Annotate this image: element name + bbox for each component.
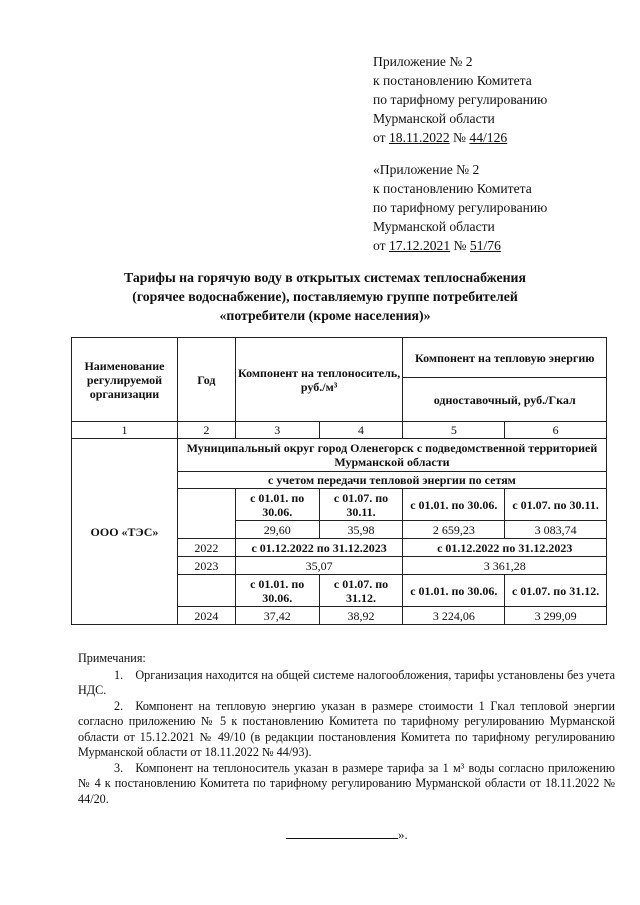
year-cell: 2023	[177, 557, 235, 575]
column-number: 4	[319, 422, 403, 439]
title-line: «потребители (кроме населения)»	[219, 308, 431, 323]
title-line: Тарифы на горячую воду в открытых системах теплоснабжения	[124, 270, 526, 285]
signature-line	[286, 826, 398, 839]
appendix-date: 17.12.2021	[388, 238, 451, 253]
header-energy-component: Компонент на тепловую энергию	[403, 338, 607, 378]
note-item: 2. Компонент на тепловую энергию указан в размере стоимости 1 Гкал тепловой энергии согласно приложению № 5 к постановлению Комитета по тарифному регулированию Мурманской области от 15.12.2021 № 49/10 (в редакции постановления Комитета по тарифному регулированию Мурманской области от 18.11.2022 № 44/93).	[78, 698, 615, 759]
value-cell: 3 361,28	[403, 557, 607, 575]
value-cell: 29,60	[235, 521, 319, 539]
value-cell: 3 083,74	[505, 521, 607, 539]
appendix-number: 44/126	[469, 130, 508, 145]
value-cell: 37,42	[235, 607, 319, 625]
notes-header: Примечания:	[78, 651, 146, 665]
number-prefix: №	[449, 130, 470, 145]
period-cell: с 01.12.2022 по 31.12.2023	[403, 539, 607, 557]
period-cell: с 01.01. по 30.06.	[235, 575, 319, 607]
appendix-date: 18.11.2022	[388, 130, 450, 145]
organization-name: ООО «ТЭС»	[72, 439, 178, 625]
notes-section	[78, 651, 615, 807]
appendix-line: Мурманской области	[373, 111, 495, 126]
header-year: Год	[177, 338, 235, 422]
tariff-table	[71, 337, 607, 625]
value-cell: 3 224,06	[403, 607, 505, 625]
empty-cell	[177, 489, 235, 539]
note-item: 3. Компонент на теплоноситель указан в размере тарифа за 1 м³ воды согласно приложению № 4 к постановлению Комитета по тарифному регулированию Мурманской области от 18.11.2022 № 44/20.	[78, 760, 615, 806]
header-org: Наименование регулируемой организации	[72, 338, 178, 422]
date-prefix: от	[373, 130, 389, 145]
number-prefix: №	[450, 238, 470, 253]
header-carrier-component: Компонент на теплоноситель, руб./м³	[235, 338, 403, 422]
empty-cell	[177, 575, 235, 607]
value-cell: 35,07	[235, 557, 403, 575]
column-number: 6	[505, 422, 607, 439]
appendix-line: по тарифному регулированию	[373, 92, 548, 107]
closing-mark	[286, 826, 408, 843]
year-cell: 2022	[177, 539, 235, 557]
period-cell: с 01.07. по 31.12.	[319, 575, 403, 607]
date-prefix: от	[373, 238, 389, 253]
appendix-number: 51/76	[469, 238, 501, 253]
district-row: Муниципальный округ город Оленегорск с подведомственной территорией Мурманской области	[177, 439, 606, 472]
period-cell: с 01.01. по 30.06.	[403, 575, 505, 607]
note-item: 1. Организация находится на общей системе налогообложения, тарифы установлены без учета НДС.	[78, 667, 615, 697]
period-cell: с 01.01. по 30.06.	[403, 489, 505, 521]
value-cell: 38,92	[319, 607, 403, 625]
closing-quote: ».	[398, 827, 408, 842]
year-cell: 2024	[177, 607, 235, 625]
appendix-title: «Приложение № 2	[373, 162, 480, 177]
title-line: (горячее водоснабжение), поставляемую группе потребителей	[132, 289, 518, 304]
column-number: 1	[72, 422, 178, 439]
appendix-date-line	[373, 128, 547, 147]
appendix-title: Приложение № 2	[373, 54, 473, 69]
period-cell: с 01.07. по 31.12.	[505, 575, 607, 607]
period-cell: с 01.07. по 30.11.	[505, 489, 607, 521]
appendix-line: Мурманской области	[373, 219, 495, 234]
value-cell: 2 659,23	[403, 521, 505, 539]
appendix-header-previous	[373, 160, 547, 255]
document-title	[60, 268, 590, 325]
period-cell: с 01.12.2022 по 31.12.2023	[235, 539, 403, 557]
column-number: 3	[235, 422, 319, 439]
header-single-rate: одноставочный, руб./Гкал	[403, 378, 607, 422]
appendix-date-line	[373, 236, 547, 255]
appendix-line: к постановлению Комитета	[373, 73, 532, 88]
appendix-line: к постановлению Комитета	[373, 181, 532, 196]
appendix-header-current	[373, 52, 547, 147]
period-cell: с 01.01. по 30.06.	[235, 489, 319, 521]
period-cell: с 01.07. по 30.11.	[319, 489, 403, 521]
transfer-note-row: с учетом передачи тепловой энергии по сетям	[177, 472, 606, 489]
column-number: 5	[403, 422, 505, 439]
appendix-line: по тарифному регулированию	[373, 200, 548, 215]
value-cell: 3 299,09	[505, 607, 607, 625]
value-cell: 35,98	[319, 521, 403, 539]
column-number: 2	[177, 422, 235, 439]
